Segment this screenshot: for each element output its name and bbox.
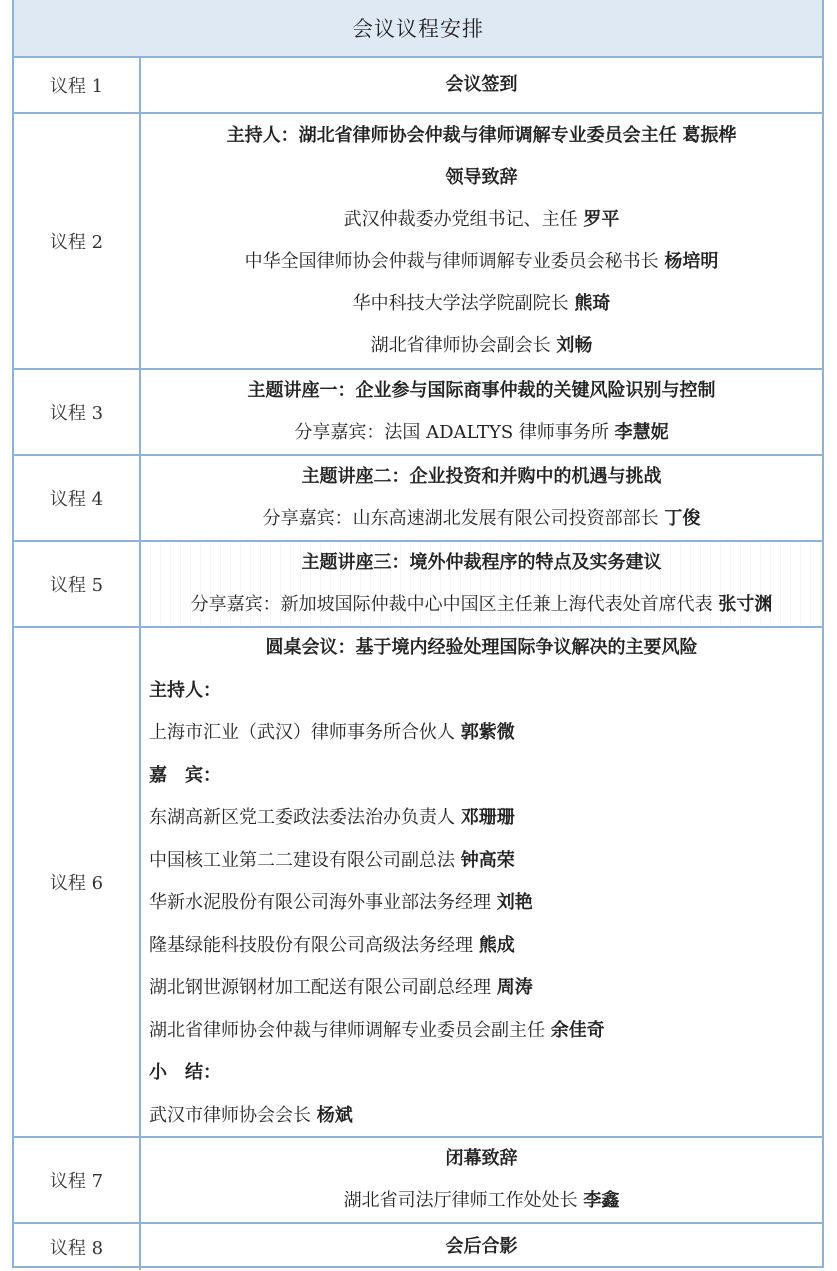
agenda-label: 议程 3 (14, 370, 141, 454)
participant-line (149, 712, 822, 755)
agenda-label: 议程 4 (14, 456, 141, 540)
speaker-role: 湖北省司法厅律师工作处处长 (343, 1190, 578, 1211)
speaker-line (245, 241, 719, 283)
roundtable-title: 圆桌会议：基于境内经验处理国际争议解决的主要风险 (265, 637, 698, 658)
participant-role: 上海市汇业（武汉）律师事务所合伙人 (149, 722, 455, 743)
agenda-row-8 (14, 1224, 822, 1270)
agenda-item-title: 会议签到 (445, 74, 518, 95)
person-name: 张寸渊 (718, 594, 773, 615)
person-name: 刘畅 (556, 335, 593, 356)
speaker-line (294, 412, 668, 454)
speaker-line (191, 584, 773, 626)
agenda-table (12, 0, 824, 1268)
agenda-label: 议程 1 (14, 58, 141, 112)
participant-line (149, 925, 822, 968)
person-name: 郭紫微 (460, 722, 515, 743)
agenda-label: 议程 6 (14, 628, 141, 1136)
participant-line (149, 797, 822, 840)
person-name: 葛振桦 (682, 125, 737, 146)
speaker-role: 分享嘉宾：新加坡国际仲裁中心中国区主任兼上海代表处首席代表 (190, 594, 713, 615)
agenda-content (141, 114, 822, 368)
speaker-line (371, 325, 593, 367)
speaker-role: 武汉仲裁委办党组书记、主任 (343, 209, 578, 230)
guests-heading: 嘉 宾： (149, 764, 221, 786)
agenda-row-7 (14, 1138, 822, 1224)
participant-line (149, 967, 822, 1010)
host-role: 主持人：湖北省律师协会仲裁与律师调解专业委员会主任 (226, 125, 677, 146)
person-name: 钟高荣 (460, 849, 515, 871)
participant-role: 武汉市律师协会会长 (149, 1104, 311, 1126)
participant-role: 湖北省律师协会仲裁与律师调解专业委员会副主任 (149, 1019, 545, 1041)
lecture-title: 主题讲座二：企业投资和并购中的机遇与挑战 (301, 466, 662, 487)
person-name: 杨斌 (316, 1104, 353, 1126)
person-name: 李鑫 (583, 1190, 620, 1211)
person-name: 杨培明 (664, 251, 719, 272)
person-name: 熊成 (478, 934, 515, 956)
participant-line (149, 1095, 822, 1138)
table-title: 会议议程安排 (14, 0, 822, 58)
speaker-role: 分享嘉宾：山东高速湖北发展有限公司投资部部长 (262, 508, 659, 529)
person-name: 余佳奇 (550, 1019, 605, 1041)
participant-role: 湖北钢世源钢材加工配送有限公司副总经理 (149, 977, 491, 998)
participant-line (149, 840, 822, 883)
lecture-title: 主题讲座一：企业参与国际商事仲裁的关键风险识别与控制 (247, 380, 716, 401)
person-name: 熊琦 (574, 293, 611, 314)
agenda-label: 议程 5 (14, 542, 141, 626)
agenda-content (141, 456, 822, 540)
speaker-role: 湖北省律师协会副会长 (370, 335, 551, 356)
host-heading: 主持人： (149, 679, 221, 701)
agenda-content (141, 628, 822, 1136)
agenda-label: 议程 8 (14, 1224, 141, 1270)
person-name: 丁俊 (664, 508, 701, 529)
agenda-row-3 (14, 370, 822, 456)
participant-role: 华新水泥股份有限公司海外事业部法务经理 (149, 892, 491, 913)
host-line (227, 115, 737, 157)
speaker-role: 分享嘉宾：法国 ADALTYS 律师事务所 (294, 422, 609, 443)
speaker-role: 中华全国律师协会仲裁与律师调解专业委员会秘书长 (244, 251, 659, 272)
speaker-line (263, 498, 701, 540)
agenda-row-6 (14, 628, 822, 1138)
agenda-label: 议程 2 (14, 114, 141, 368)
participant-line (149, 1010, 822, 1053)
agenda-content (141, 1224, 822, 1270)
section-heading: 领导致辞 (445, 167, 518, 188)
agenda-row-4 (14, 456, 822, 542)
participant-line (149, 882, 822, 925)
agenda-label: 议程 7 (14, 1138, 141, 1222)
speaker-line (344, 1180, 620, 1222)
participant-role: 隆基绿能科技股份有限公司高级法务经理 (149, 934, 473, 956)
lecture-title: 主题讲座三：境外仲裁程序的特点及实务建议 (301, 552, 662, 573)
agenda-row-1 (14, 58, 822, 114)
agenda-row-5 (14, 542, 822, 628)
person-name: 邓珊珊 (460, 807, 515, 828)
person-name: 刘艳 (496, 892, 533, 913)
agenda-content (141, 542, 822, 626)
participant-role: 中国核工业第二二建设有限公司副总法 (149, 849, 455, 871)
agenda-content (141, 1138, 822, 1222)
agenda-content (141, 58, 822, 112)
speaker-line (353, 283, 611, 325)
speaker-line (344, 199, 620, 241)
section-heading: 闭幕致辞 (445, 1148, 518, 1169)
participant-role: 东湖高新区党工委政法委法治办负责人 (149, 807, 455, 828)
agenda-item-title: 会后合影 (445, 1236, 518, 1257)
person-name: 罗平 (583, 209, 620, 230)
person-name: 李慧妮 (614, 422, 669, 443)
agenda-row-2 (14, 114, 822, 370)
agenda-content (141, 370, 822, 454)
person-name: 周涛 (496, 977, 533, 998)
summary-heading: 小 结： (149, 1062, 221, 1083)
speaker-role: 华中科技大学法学院副院长 (352, 293, 569, 314)
